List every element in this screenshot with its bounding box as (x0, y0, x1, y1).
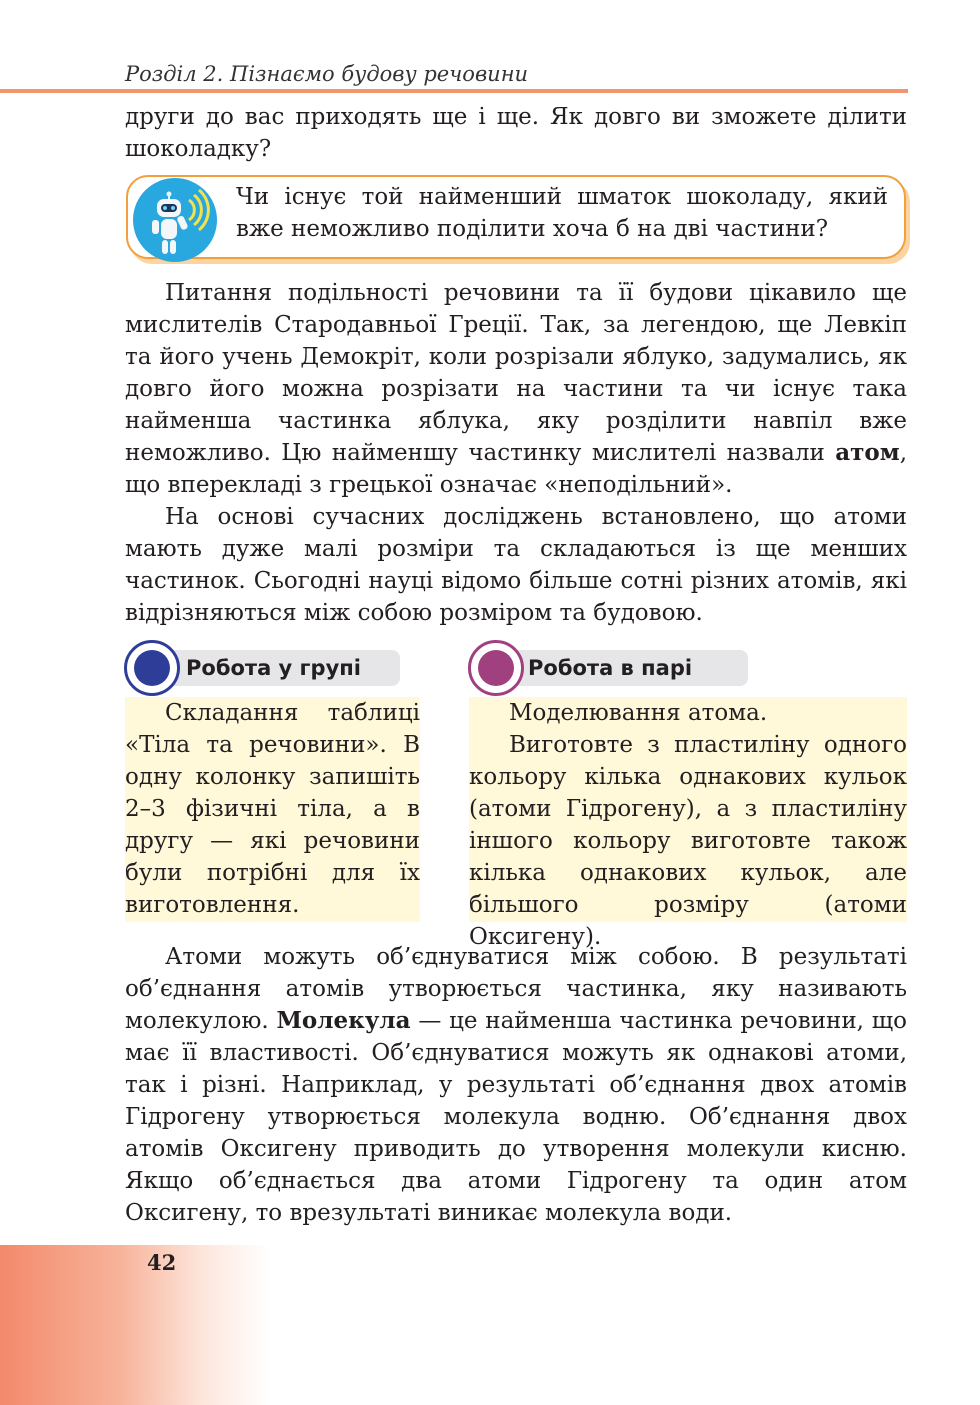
paragraph-atom-text-end: , що вперекладі з грецької означає «неподільний». (125, 440, 907, 498)
paragraph-molecule (125, 941, 907, 1229)
term-molecule: Молекула (276, 1007, 411, 1034)
pair-work-text: Виготовте з пластиліну одного кольору кілька однакових кульок (атоми Гідрогену), а з пластиліну іншого кольору виготовте також кілька однакових кульок, але більшого розміру (атоми Оксигену). (469, 732, 907, 950)
page-number: 42 (147, 1250, 177, 1275)
term-atom: атом (835, 439, 900, 466)
pair-work-panel (469, 697, 907, 950)
chapter-title: Розділ 2. Пізнаємо будову речовини (125, 62, 529, 86)
paragraph-molecule-text-end: — це найменша частинка речовини, що має її властивості. Об’єднуватися можуть як однакові атоми, так і різні. Наприклад, у результаті об’єднання двох атомів Гідрогену утворюється молекула водню. Об’єднання двох атомів Оксигену приводить до утворення молекули кисню. Якщо об’єднається два атоми Гідрогену та один атом Оксигену, то врезультаті виникає молекула води. (125, 1008, 907, 1226)
paragraph-molecule-text: Атоми можуть об’єднуватися між собою. В результаті об’єднання атомів утворюється частинка, яку називають молекулою. (125, 944, 907, 1034)
group-work-text: Складання таблиці «Тіла та речовини». В одну колонку запишіть 2–3 фізичні тіла, а в другу — які речовини були потрібні для їх виготовлення. (125, 700, 420, 918)
group-work-title: Робота у групі (186, 656, 361, 680)
paragraph-atom (125, 277, 907, 501)
robot-icon (133, 178, 217, 262)
pair-work-line1: Моделювання атома. (509, 700, 768, 726)
paragraph-modern-research: На основі сучасних досліджень встановлено, що атоми мають дуже малі розміри та складаються із ще менших частинок. Сьогодні науці відомо більше сотні різних атомів, які відрізняються між собою розміром та будовою. (125, 504, 907, 626)
page-corner-decoration (0, 1245, 270, 1405)
robot-question: Чи існує той найменший шматок шоколаду, який вже неможливо поділити хоча б на дві частини? (236, 184, 888, 242)
group-work-tab (146, 650, 400, 686)
header-divider (0, 89, 908, 93)
pair-work-icon (478, 650, 514, 686)
group-work-icon (134, 650, 170, 686)
pair-work-title: Робота в парі (528, 656, 693, 680)
group-work-panel (125, 697, 420, 922)
intro-paragraph-tail: други до вас приходять ще і ще. Як довго ви зможете ділити шоколадку? (125, 104, 907, 162)
pair-work-tab (490, 650, 748, 686)
paragraph-atom-text: Питання подільності речовини та її будови цікавило ще мислителів Стародавньої Греції. Так, за легендою, ще Левкіп та його учень Демокріт, коли розрізали яблуко, задумались, як довго його можна розрізати на частини та чи існує така найменша частинка яблука, яку розділити навпіл вже неможливо. Цю найменшу частинку мислителі назвали (125, 280, 907, 466)
